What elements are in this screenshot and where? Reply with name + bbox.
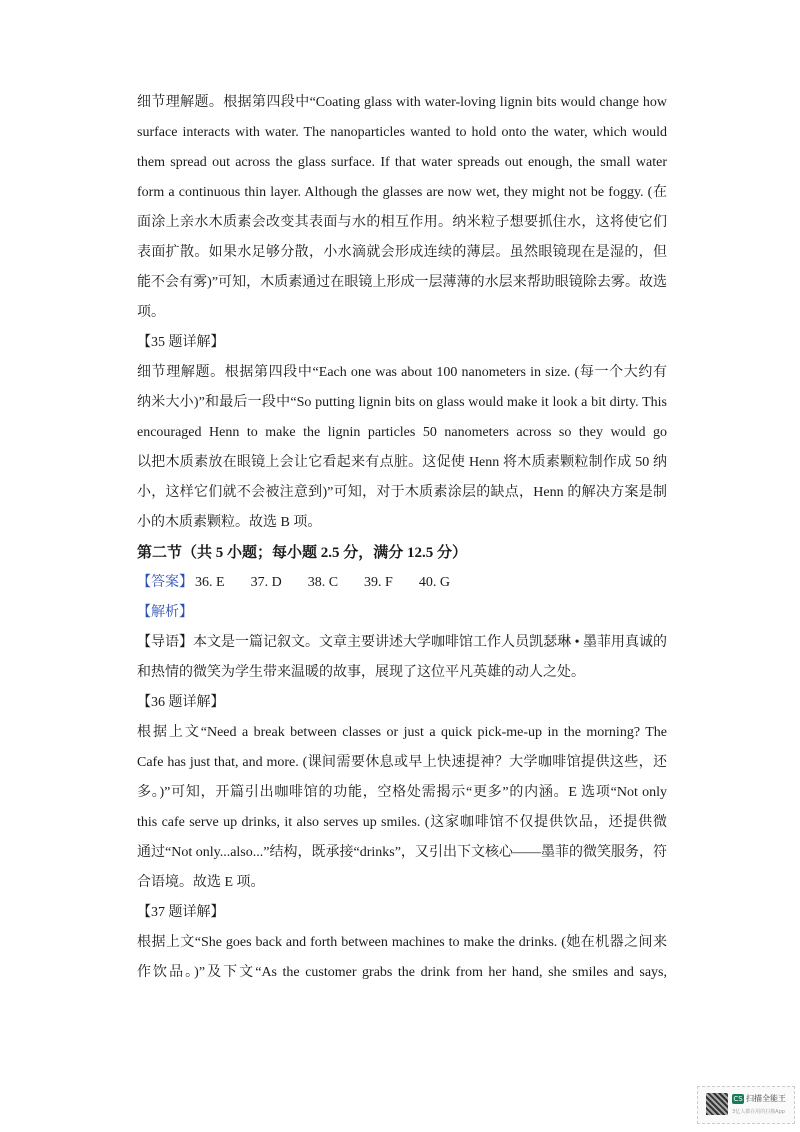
text-line: them spread out across the glass surface. If that water spreads out enough, the small water <box>137 155 667 170</box>
text-line: 合语境。故选 E 项。 <box>137 875 265 890</box>
text-line: 表面扩散。如果水足够分散，小水滴就会形成连续的薄层。虽然眼镜现在是湿的，但 <box>137 245 667 260</box>
text-line: this cafe serve up drinks, it also serves up smiles. (这家咖啡馆不仅提供饮品，还提供微 <box>137 815 667 830</box>
answer-item: 39. F <box>364 575 393 590</box>
question-heading-35: 【35 题详解】 <box>137 335 225 350</box>
text-line: 细节理解题。根据第四段中“Coating glass with water-loving lignin bits would change how <box>137 95 667 110</box>
watermark-title: 扫描全能王 <box>746 1094 786 1103</box>
text-line: 细节理解题。根据第四段中“Each one was about 100 nanometers in size. (每一个大约有 <box>137 365 667 380</box>
question-heading-37: 【37 题详解】 <box>137 905 225 920</box>
answer-item: 40. G <box>418 575 450 590</box>
document-page <box>137 88 667 988</box>
analysis-label: 【解析】 <box>137 605 193 620</box>
text-line: 项。 <box>137 305 165 320</box>
text-line: 通过“Not only...also...”结构，既承接“drinks”，又引出下文核心——墨菲的微笑服务，符 <box>137 845 667 860</box>
answer-item: 36. E <box>195 575 225 590</box>
text-line: 【导语】本文是一篇记叙文。文章主要讲述大学咖啡馆工作人员凯瑟琳 • 墨菲用真诚的 <box>137 635 667 650</box>
question-heading-36: 【36 题详解】 <box>137 695 225 710</box>
text-line: Cafe has just that, and more. (课间需要休息或早上快速提神？大学咖啡馆提供这些，还 <box>137 755 667 770</box>
text-line: encouraged Henn to make the lignin particles 50 nanometers across so they would go <box>137 425 667 440</box>
qr-code-icon <box>706 1093 728 1115</box>
text-line: 以把木质素放在眼镜上会让它看起来有点脏。这促使 Henn 将木质素颗粒制作成 50 纳 <box>137 455 667 470</box>
text-line: 纳米大小)”和最后一段中“So putting lignin bits on glass would make it look a bit dirty. This <box>137 395 667 410</box>
text-line: 多。)”可知，开篇引出咖啡馆的功能，空格处需揭示“更多”的内涵。E 选项“Not only <box>137 785 667 800</box>
watermark-subtitle: 3亿人都在用的扫描App <box>732 1109 785 1115</box>
text-line: 和热情的微笑为学生带来温暖的故事，展现了这位平凡英雄的动人之处。 <box>137 665 585 680</box>
answer-label: 【答案】 <box>137 575 193 590</box>
answer-item: 37. D <box>250 575 282 590</box>
camscanner-logo-icon: CS <box>733 1095 743 1103</box>
text-line: 面涂上亲水木质素会改变其表面与水的相互作用。纳米粒子想要抓住水，这将使它们 <box>137 215 667 230</box>
text-line: 能不会有雾)”可知，木质素通过在眼镜上形成一层薄薄的水层来帮助眼镜除去雾。故选 <box>137 275 667 290</box>
answer-item: 38. C <box>307 575 339 590</box>
text-line: 根据上文“Need a break between classes or just a quick pick-me-up in the morning? The <box>137 725 667 740</box>
answer-row <box>137 568 667 598</box>
scanner-watermark <box>697 1086 795 1124</box>
text-line: 小的木质素颗粒。故选 B 项。 <box>137 515 322 530</box>
text-line: 作饮品。)”及下文“As the customer grabs the drink from her hand, she smiles and says, <box>137 965 667 980</box>
section-title: 第二节（共 5 小题；每小题 2.5 分，满分 12.5 分） <box>137 545 468 561</box>
text-line: 小，这样它们就不会被注意到)”可知，对于木质素涂层的缺点，Henn 的解决方案是制 <box>137 485 667 500</box>
text-line: form a continuous thin layer. Although the glasses are now wet, they might not be foggy. (在 <box>137 185 667 200</box>
text-line: surface interacts with water. The nanoparticles wanted to hold onto the water, which would <box>137 125 667 140</box>
text-line: 根据上文“She goes back and forth between machines to make the drinks. (她在机器之间来 <box>137 935 667 950</box>
